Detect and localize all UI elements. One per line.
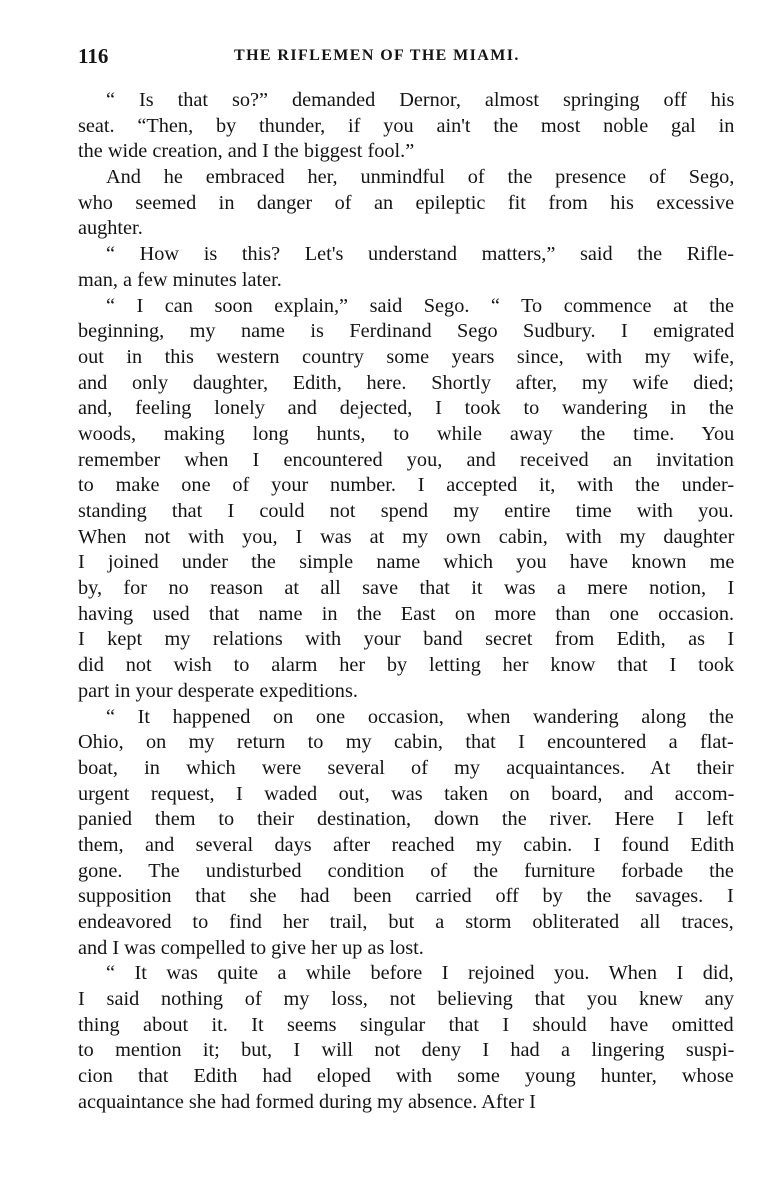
text-line: the wide creation, and I the biggest fool.” (78, 140, 415, 163)
text-line: man, a few minutes later. (78, 268, 282, 291)
text-line: Ohio, on my return to my cabin, that I encountered a flat- (78, 731, 734, 754)
text-line: who seemed in danger of an epileptic fit from his excessive (78, 191, 735, 214)
text-line: “ Is that so?” demanded Dernor, almost springing off his (106, 89, 735, 111)
running-title: THE RIFLEMEN OF THE MIAMI. (234, 47, 520, 64)
text-line: When not with you, I was at my own cabin, with my daughter (78, 525, 735, 548)
text-line: by, for no reason at all save that it was a mere notion, I (78, 577, 735, 600)
text-line: And he embraced her, unmindful of the presence of Sego, (106, 166, 735, 189)
text-line: endeavored to find her trail, but a storm obliterated all traces, (78, 911, 734, 933)
text-line: “ It was quite a while before I rejoined you. When I did, (106, 962, 734, 985)
text-line: woods, making long hunts, to while away the time. You (78, 422, 735, 445)
text-line: seat. “Then, by thunder, if you ain't the most noble gal in (78, 114, 735, 137)
text-line: having used that name in the East on more than one occasion. (78, 602, 735, 625)
text-line: supposition that she had been carried off by the savages. I (78, 885, 734, 908)
text-line: gone. The undisturbed condition of the furniture forbade the (78, 859, 734, 882)
text-line: urgent request, I waded out, was taken on board, and accom- (78, 782, 735, 805)
text-line: panied them to their destination, down the river. Here I left (78, 808, 734, 831)
text-line: “ How is this? Let's understand matters,” said the Rifle- (106, 243, 735, 266)
text-line: and only daughter, Edith, here. Shortly after, my wife died; (78, 371, 734, 394)
text-line: acquaintance she had formed during my absence. After I (78, 1090, 536, 1113)
text-line: to mention it; but, I will not deny I had a lingering suspi- (78, 1039, 735, 1062)
text-line: standing that I could not spend my entire time with you. (78, 500, 734, 522)
text-line: thing about it. It seems singular that I should have omitted (78, 1013, 734, 1036)
text-line: “ It happened on one occasion, when wandering along the (106, 705, 734, 728)
text-line: beginning, my name is Ferdinand Sego Sudbury. I emigrated (78, 320, 735, 343)
text-line: to make one of your number. I accepted it, with the under- (78, 474, 735, 497)
text-line: I said nothing of my loss, not believing that you knew any (78, 988, 735, 1011)
text-line: out in this western country some years since, with my wife, (78, 345, 735, 368)
text-line: and, feeling lonely and dejected, I took to wandering in the (78, 397, 734, 420)
text-line: cion that Edith had eloped with some young hunter, whose (78, 1065, 734, 1088)
text-line: them, and several days after reached my cabin. I found Edith (78, 833, 735, 856)
text-line: and I was compelled to give her up as lost. (78, 936, 424, 959)
text-line: “ I can soon explain,” said Sego. “ To commence at the (106, 294, 735, 317)
text-line: boat, in which were several of my acquaintances. At their (78, 756, 734, 779)
text-line: part in your desperate expeditions. (78, 679, 358, 702)
text-line: did not wish to alarm her by letting her know that I took (78, 654, 735, 677)
text-line: I kept my relations with your band secret from Edith, as I (78, 628, 735, 651)
page-number: 116 (78, 44, 109, 68)
text-line: remember when I encountered you, and received an invitation (78, 448, 734, 471)
text-line: aughter. (78, 217, 143, 240)
page-header (78, 44, 738, 70)
text-line: I joined under the simple name which you have known me (78, 551, 735, 574)
body-text (78, 88, 734, 1116)
